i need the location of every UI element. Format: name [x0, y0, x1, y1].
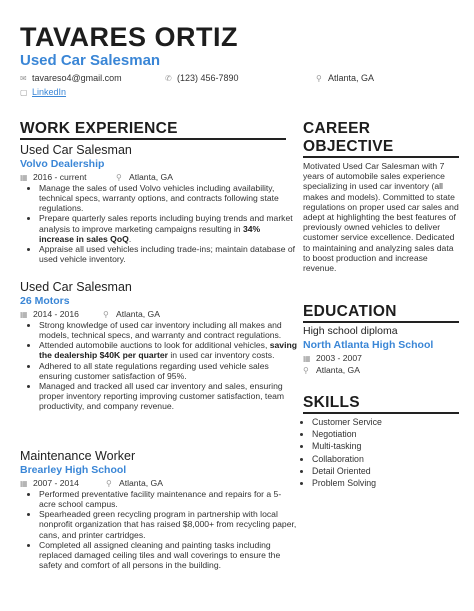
list-item: • Performed preventative facility maintenance and repairs for a 5-acre school campus.	[39, 489, 297, 509]
education-location: ⚲ Atlanta, GA	[303, 365, 360, 375]
map-pin-icon: ⚲	[103, 310, 109, 319]
objective-divider	[303, 156, 459, 158]
objective-heading: CAREER OBJECTIVE	[303, 120, 394, 155]
contact-phone	[165, 73, 239, 84]
map-pin-icon: ⚲	[303, 366, 309, 375]
candidate-role: Used Car Salesman	[20, 52, 161, 69]
objective-text: Motivated Used Car Salesman with 7 years of automobile sales experience specializing in used car inventory (all makes and models). Committed to state regulations on proper used car sales and adept at highlighting the best features of previously owned vehicles to deliver customer service excellence. Dedicated to maintaining and analyzing sales data to boost production and increase revenue.	[303, 161, 459, 274]
education-school: North Atlanta High School	[303, 339, 434, 351]
job-company: 26 Motors	[20, 295, 70, 307]
contact-location	[316, 73, 374, 84]
job-location: ⚲ Atlanta, GA	[103, 309, 160, 319]
job-bullets	[28, 183, 297, 264]
job-company: Brearley High School	[20, 464, 127, 476]
job-dates: ▦ 2014 - 2016	[20, 309, 79, 319]
job-title: Maintenance Worker	[20, 449, 136, 463]
job-location: ⚲ Atlanta, GA	[116, 172, 173, 182]
candidate-name: TAVARES ORTIZ	[20, 22, 238, 52]
list-item: • Adhered to all state regulations regarding used vehicle sales ensuring customer satisfaction of 95%.	[39, 361, 297, 381]
linkedin-link[interactable]: LinkedIn	[32, 87, 67, 97]
skills-list	[303, 416, 382, 489]
calendar-icon: ▦	[20, 310, 28, 319]
list-item: • Prepare quarterly sales reports including buying trends and market analysis to improve marketing campaigns resulting in 34% increase in sales QoQ.	[39, 213, 297, 243]
list-item: • Appraise all used vehicles including trade-ins; maintain database of used vehicle inventory.	[39, 244, 297, 264]
job-dates: ▦ 2016 - current	[20, 172, 87, 182]
skill-item: • Collaboration	[312, 453, 382, 465]
skill-item: • Problem Solving	[312, 477, 382, 489]
skills-divider	[303, 412, 459, 414]
email-text: tavareso4@gmail.com	[32, 73, 122, 83]
calendar-icon: ▦	[20, 173, 28, 182]
list-item: • Completed all assigned cleaning and painting tasks including replaced damaged ceiling tiles and wall coverings to ensure the safety and comfort of all persons in the building.	[39, 540, 297, 570]
job-dates: ▦ 2007 - 2014	[20, 478, 79, 488]
envelope-icon: ✉	[20, 74, 27, 83]
education-dates: ▦ 2003 - 2007	[303, 353, 362, 363]
calendar-icon: ▦	[20, 479, 28, 488]
education-degree: High school diploma	[303, 325, 398, 337]
job-title: Used Car Salesman	[20, 143, 132, 157]
job-location: ⚲ Atlanta, GA	[106, 478, 163, 488]
list-item: • Managed and tracked all used car inventory and sales, ensuring proper inventory reporting improving customer satisfaction, team productivity, and company revenue.	[39, 381, 297, 411]
map-pin-icon: ⚲	[106, 479, 112, 488]
skill-item: • Negotiation	[312, 428, 382, 440]
skill-item: • Detail Oriented	[312, 465, 382, 477]
contact-linkedin	[20, 87, 66, 98]
location-text: Atlanta, GA	[328, 73, 375, 83]
skill-item: • Customer Service	[312, 416, 382, 428]
job-title: Used Car Salesman	[20, 280, 132, 294]
phone-text: (123) 456-7890	[177, 73, 239, 83]
contact-email	[20, 73, 122, 84]
calendar-icon: ▦	[303, 354, 311, 363]
list-item: • Attended automobile auctions to look for additional vehicles, saving the dealership $40K per quarter in used car inventory costs.	[39, 340, 297, 360]
skill-item: • Multi-tasking	[312, 440, 382, 452]
list-item: • Spearheaded green recycling program in partnership with local nonprofit organization that has raised $8,000+ from recycling paper, cans, and printer cartridges.	[39, 509, 297, 539]
list-item: • Strong knowledge of used car inventory including all makes and models, technical specs, and warranty and contract regulations.	[39, 320, 297, 340]
linkedin-icon: ▢	[20, 88, 28, 97]
work-divider	[20, 138, 286, 140]
job-company: Volvo Dealership	[20, 158, 105, 170]
education-heading: EDUCATION	[303, 303, 397, 320]
job-bullets	[28, 320, 297, 411]
map-pin-icon: ⚲	[116, 173, 122, 182]
phone-icon: ✆	[165, 74, 172, 83]
skills-heading: SKILLS	[303, 394, 360, 411]
map-pin-icon: ⚲	[316, 74, 322, 83]
job-bullets	[28, 489, 297, 570]
education-divider	[303, 321, 459, 323]
list-item: • Manage the sales of used Volvo vehicles including availability, technical specs, warranty options, and contracts following state regulations.	[39, 183, 297, 213]
work-experience-heading: WORK EXPERIENCE	[20, 120, 178, 137]
